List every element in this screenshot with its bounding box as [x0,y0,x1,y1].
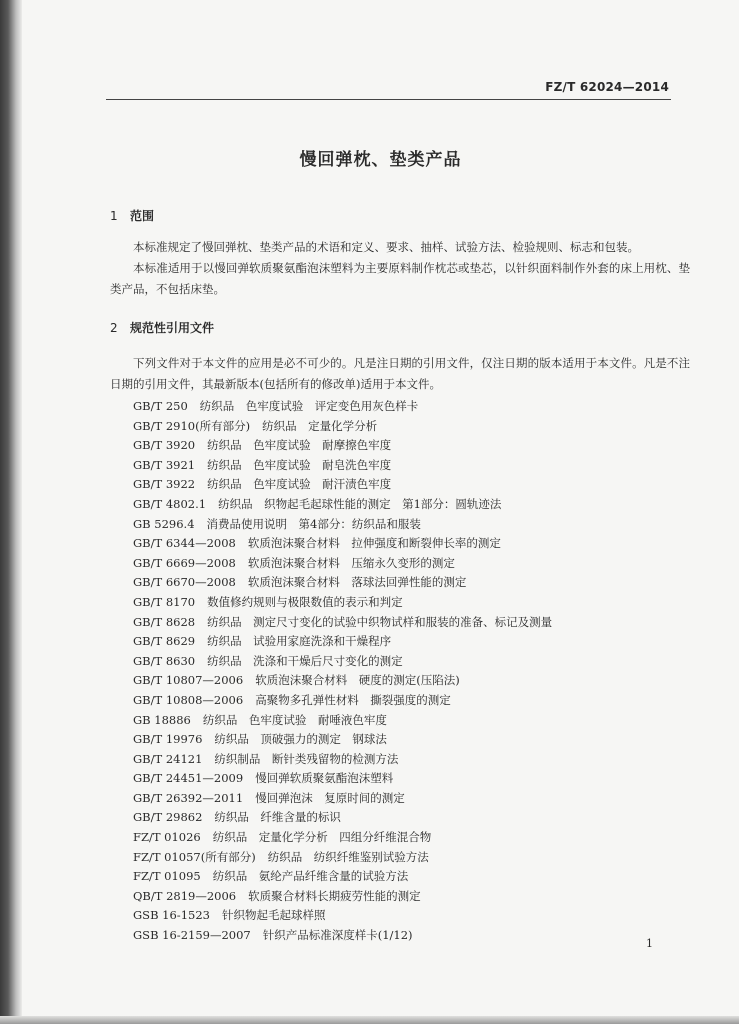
standard-number: FZ/T 62024—2014 [545,80,669,94]
scope-paragraph-2: 本标准适用于以慢回弹软质聚氨酯泡沫塑料为主要原料制作枕芯或垫芯，以针织面料制作外套的床上用枕、垫类产品，不包括床垫。 [110,261,690,296]
section-1-title: 范围 [130,209,155,223]
reference-item [133,593,552,613]
reference-item [133,808,552,828]
reference-code: GB/T 250 [133,399,188,413]
reference-item [133,671,552,691]
reference-code: GB/T 8170 [133,594,196,609]
reference-code: GB/T 4802.1 [133,496,207,511]
reference-title: 软质泡沫聚合材料 拉伸强度和断裂伸长率的测定 [247,536,501,551]
reference-code: GB/T 24121 [133,751,203,766]
reference-code: GB/T 29862 [133,810,203,825]
reference-code: GB/T 26392—2011 [133,790,244,805]
page-number: 1 [646,937,653,950]
reference-title: 纺织品 测定尺寸变化的试验中织物试样和服装的准备、标记及测量 [207,614,553,629]
header-rule [106,99,671,100]
document-page [22,0,739,1024]
reference-item [133,691,552,711]
reference-code: GB/T 6670—2008 [133,575,236,590]
reference-title: 慢回弹泡沫 复原时间的测定 [255,790,405,805]
reference-item [133,652,552,672]
section-2-heading [110,319,214,336]
reference-title: 纺织品 色牢度试验 耐汗渍色牢度 [207,477,392,492]
normative-references-list [133,397,552,946]
reference-title: 针织物起毛起球样照 [221,908,326,923]
reference-title: 纺织品 色牢度试验 评定变色用灰色样卡 [199,399,419,413]
reference-item [133,769,552,789]
reference-item [133,848,552,868]
reference-title: 高聚物多孔弹性材料 撕裂强度的测定 [255,692,451,707]
reference-code: GB/T 3920 [133,438,196,453]
reference-item [133,632,552,652]
reference-item [133,573,552,593]
reference-title: 软质聚合材料长期疲劳性能的测定 [248,888,421,903]
reference-code: GB/T 3922 [133,477,196,492]
reference-code: FZ/T 01026 [133,830,201,845]
document-title: 慢回弹枕、垫类产品 [299,150,462,170]
reference-code: GB/T 6344—2008 [133,536,236,551]
reference-code: FZ/T 01057(所有部分) [133,849,256,864]
reference-title: 纺织品 纺织纤维鉴别试验方法 [267,849,429,864]
scan-binding-edge [0,0,22,1024]
scope-paragraph-1: 本标准规定了慢回弹枕、垫类产品的术语和定义、要求、抽样、试验方法、检验规则、标志和包装。 [133,240,639,254]
section-2-title: 规范性引用文件 [130,321,215,335]
reference-title: 针织产品标准深度样卡(1/12) [262,928,413,943]
reference-code: GB/T 10808—2006 [133,692,244,707]
reference-title: 软质泡沫聚合材料 硬度的测定(压陷法) [255,673,460,688]
reference-item [133,730,552,750]
scan-bottom-edge [0,1016,739,1024]
reference-item [133,495,552,515]
reference-title: 纺织品 定量化学分析 四组分纤维混合物 [212,830,432,845]
reference-title: 纺织品 氨纶产品纤维含量的试验方法 [212,869,409,884]
reference-code: GB/T 10807—2006 [133,673,244,688]
reference-code: GB 18886 [133,712,191,727]
reference-item [133,789,552,809]
reference-item [133,397,552,417]
reference-item [133,554,552,574]
reference-item [133,613,552,633]
reference-title: 消费品使用说明 第4部分：纺织品和服装 [206,516,421,531]
reference-title: 纺织品 定量化学分析 [262,418,378,433]
reference-code: GSB 16-2159—2007 [133,928,251,943]
reference-item [133,926,552,946]
reference-code: GB/T 24451—2009 [133,771,244,786]
section-1-heading [110,207,154,224]
reference-title: 纺织品 纤维含量的标识 [214,810,341,825]
reference-code: GB/T 3921 [133,457,196,472]
reference-title: 纺织品 色牢度试验 耐皂洗色牢度 [207,457,392,472]
reference-code: GB 5296.4 [133,516,195,531]
reference-item [133,475,552,495]
reference-title: 纺织品 色牢度试验 耐唾液色牢度 [202,712,387,727]
reference-item [133,828,552,848]
reference-title: 纺织品 织物起毛起球性能的测定 第1部分：圆轨迹法 [218,496,502,511]
reference-code: QB/T 2819—2006 [133,888,237,903]
reference-title: 慢回弹软质聚氨酯泡沫塑料 [255,771,394,786]
reference-title: 软质泡沫聚合材料 落球法回弹性能的测定 [247,575,467,590]
reference-code: GB/T 8630 [133,653,196,668]
reference-item [133,456,552,476]
references-intro: 下列文件对于本文件的应用是必不可少的。凡是注日期的引用文件，仅注日期的版本适用于本文件。凡是不注日期的引用文件，其最新版本(包括所有的修改单)适用于本文件。 [110,356,690,391]
section-1-number: 1 [110,209,118,223]
reference-item [133,750,552,770]
reference-code: FZ/T 01095 [133,869,201,884]
reference-code: GB/T 8628 [133,614,196,629]
reference-item [133,711,552,731]
reference-item [133,906,552,926]
reference-code: GB/T 6669—2008 [133,555,236,570]
reference-code: GB/T 8629 [133,634,196,649]
reference-code: GB/T 2910(所有部分) [133,418,251,433]
reference-item [133,436,552,456]
reference-title: 纺织品 洗涤和干燥后尺寸变化的测定 [207,653,403,668]
reference-item [133,887,552,907]
reference-title: 纺织品 色牢度试验 耐摩擦色牢度 [207,438,392,453]
reference-title: 数值修约规则与极限数值的表示和判定 [207,594,403,609]
reference-title: 纺织品 试验用家庭洗涤和干燥程序 [207,634,392,649]
reference-title: 纺织品 顶破强力的测定 钢球法 [214,732,387,747]
reference-code: GB/T 19976 [133,732,203,747]
section-2-number: 2 [110,321,118,335]
reference-item [133,515,552,535]
reference-title: 软质泡沫聚合材料 压缩永久变形的测定 [247,555,455,570]
reference-item [133,534,552,554]
reference-code: GSB 16-1523 [133,908,210,923]
reference-item [133,867,552,887]
reference-title: 纺织制品 断针类残留物的检测方法 [214,751,399,766]
reference-item [133,417,552,437]
